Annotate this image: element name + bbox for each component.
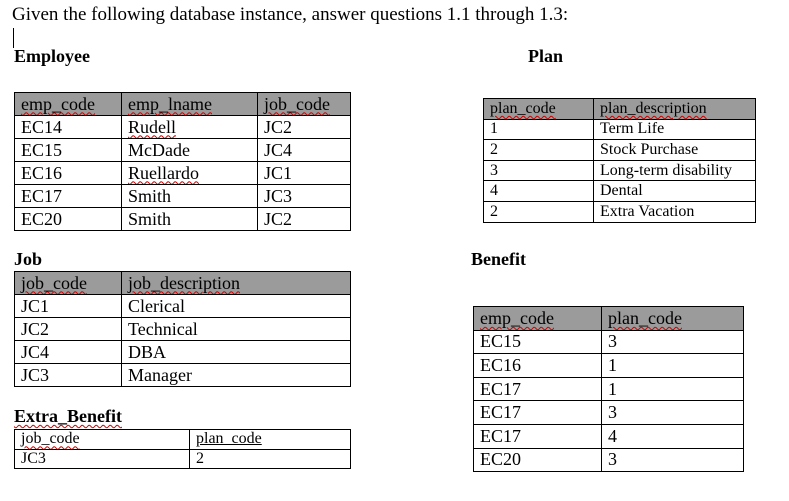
column-header: plan_description [594, 99, 756, 120]
plan-title: Plan [528, 46, 564, 66]
table-cell: Manager [122, 364, 351, 387]
column-header: emp_lname [122, 93, 258, 116]
extra-benefit-title: Extra_Benefit [14, 406, 122, 426]
table-row [484, 160, 756, 181]
table-row [474, 377, 744, 401]
table-row [484, 181, 756, 202]
table-cell: JC1 [15, 295, 122, 318]
table-row [474, 424, 744, 448]
benefit-table [473, 306, 744, 472]
table-cell: Rudell [122, 116, 258, 139]
table-row [474, 401, 744, 425]
plan-table [483, 98, 756, 223]
column-header: job_code [15, 272, 122, 295]
table-header-row [15, 93, 351, 116]
table-cell: JC2 [258, 208, 351, 231]
table-cell: EC16 [474, 354, 602, 378]
table-cell: Long-term disability [594, 160, 756, 181]
text-cursor [13, 28, 14, 48]
table-cell: Stock Purchase [594, 140, 756, 161]
table-cell: 3 [602, 401, 744, 425]
column-header: job_code [15, 430, 190, 450]
job-table [14, 271, 351, 387]
table-header-row [15, 430, 351, 450]
table-cell: 2 [190, 449, 351, 469]
table-cell: EC20 [474, 448, 602, 472]
table-row [15, 364, 351, 387]
column-header: job_description [122, 272, 351, 295]
table-row [15, 116, 351, 139]
employee-table [14, 92, 351, 231]
employee-title: Employee [14, 46, 90, 66]
table-row [484, 119, 756, 140]
table-header-row [484, 99, 756, 120]
table-row [15, 295, 351, 318]
table-cell: EC15 [474, 330, 602, 354]
table-cell: 1 [602, 377, 744, 401]
table-cell: Smith [122, 185, 258, 208]
table-row [15, 162, 351, 185]
table-row [15, 449, 351, 469]
column-header: plan_code [190, 430, 351, 450]
table-row [484, 201, 756, 222]
column-header: job_code [258, 93, 351, 116]
table-cell: JC4 [15, 341, 122, 364]
table-row [484, 140, 756, 161]
table-cell: JC4 [258, 139, 351, 162]
table-cell: Term Life [594, 119, 756, 140]
table-cell: Technical [122, 318, 351, 341]
table-cell: 2 [484, 201, 594, 222]
table-cell: 1 [602, 354, 744, 378]
table-cell: 1 [484, 119, 594, 140]
extra-benefit-table [14, 429, 351, 469]
table-cell: Smith [122, 208, 258, 231]
table-cell: 3 [602, 448, 744, 472]
table-cell: JC1 [258, 162, 351, 185]
table-row [15, 208, 351, 231]
table-row [15, 139, 351, 162]
intro-text: Given the following database instance, answer questions 1.1 through 1.3: [12, 4, 569, 25]
column-header: plan_code [602, 307, 744, 331]
table-row [15, 318, 351, 341]
table-row [474, 448, 744, 472]
table-cell: Dental [594, 181, 756, 202]
table-cell: 4 [484, 181, 594, 202]
table-cell: EC15 [15, 139, 122, 162]
table-cell: EC17 [15, 185, 122, 208]
table-cell: 4 [602, 424, 744, 448]
table-cell: EC16 [15, 162, 122, 185]
table-cell: EC17 [474, 401, 602, 425]
table-row [15, 185, 351, 208]
table-row [474, 354, 744, 378]
column-header: emp_code [474, 307, 602, 331]
column-header: plan_code [484, 99, 594, 120]
table-cell: JC3 [15, 364, 122, 387]
table-cell: Clerical [122, 295, 351, 318]
benefit-title: Benefit [471, 249, 526, 269]
table-cell: 3 [602, 330, 744, 354]
table-cell: 3 [484, 160, 594, 181]
table-cell: McDade [122, 139, 258, 162]
table-cell: JC2 [15, 318, 122, 341]
table-cell: JC2 [258, 116, 351, 139]
table-cell: Extra Vacation [594, 201, 756, 222]
table-row [474, 330, 744, 354]
table-row [15, 341, 351, 364]
table-cell: EC20 [15, 208, 122, 231]
table-cell: 2 [484, 140, 594, 161]
table-cell: JC3 [258, 185, 351, 208]
table-cell: DBA [122, 341, 351, 364]
table-cell: EC17 [474, 424, 602, 448]
column-header: emp_code [15, 93, 122, 116]
table-cell: Ruellardo [122, 162, 258, 185]
table-cell: EC17 [474, 377, 602, 401]
table-header-row [474, 307, 744, 331]
table-header-row [15, 272, 351, 295]
table-cell: EC14 [15, 116, 122, 139]
job-title: Job [14, 249, 43, 269]
table-cell: JC3 [15, 449, 190, 469]
